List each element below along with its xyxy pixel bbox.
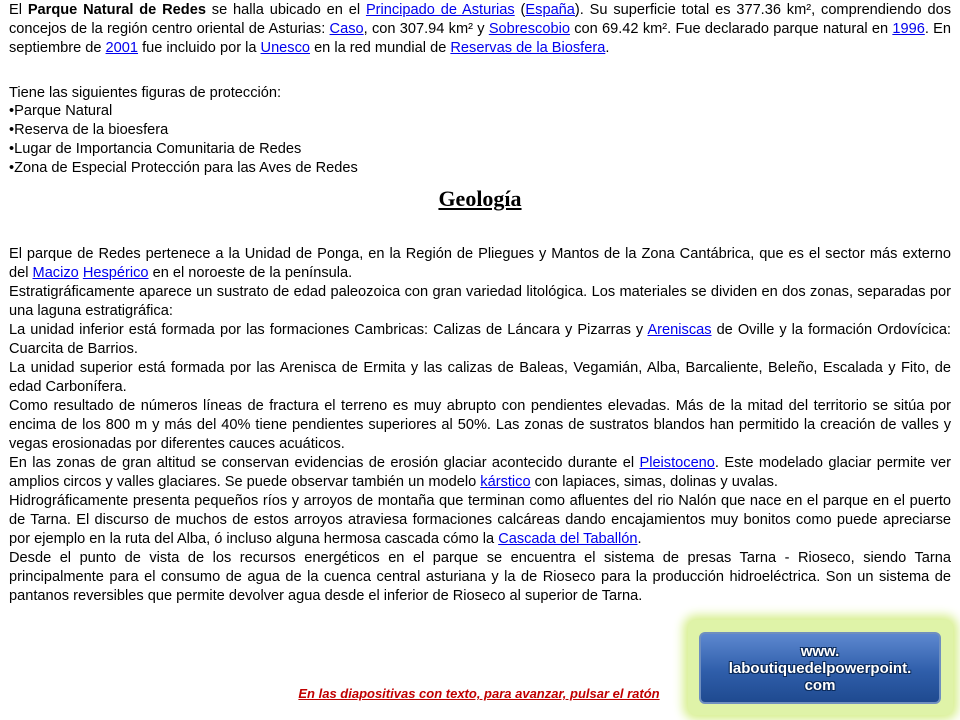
paragraph-text: de Oville y la formación Ordovícica: Cuarcita de Barrios. — [9, 322, 951, 357]
protection-figures-list — [9, 102, 951, 178]
intro-text: El — [9, 2, 28, 18]
website-badge[interactable] — [688, 620, 953, 715]
intro-text: con 69.42 km². Fue declarado parque natural en — [569, 21, 893, 37]
paragraph-text: El parque de Redes pertenece a la Unidad de Ponga, en la Región de Pliegues y Mantos de la Zona Cantábrica, que es el sector más externo del — [9, 246, 951, 281]
intro-text: ). Su superficie total es 377.36 km², comprendiendo dos concejos de la región centro oriental de Asturias: — [9, 2, 951, 37]
list-item: •Parque Natural — [9, 103, 113, 119]
paragraph-text: con lapiaces, simas, dolinas y uvalas. — [530, 474, 778, 490]
intro-text: . — [605, 40, 610, 56]
link-unesco[interactable]: Unesco — [260, 40, 311, 56]
link-areniscas[interactable]: Areniscas — [647, 322, 712, 338]
intro-text: se halla ubicado en el — [205, 2, 366, 18]
intro-text: fue incluido por la — [138, 40, 261, 56]
paragraph-text: en el noroeste de la península. — [148, 265, 353, 281]
paragraph: Desde el punto de vista de los recursos energéticos en el parque se encuentra el sistema de presas Tarna - Rioseco, siendo Tarna principalmente para el consumo de agua de la cuenca central asturiana y la de Rioseco para la producción hidroeléctrica. Son un sistema de pantanos reversibles que permite devolver agua desde el inferior de Rioseco al superior de Tarna. — [9, 550, 951, 604]
link-espana[interactable]: España — [525, 2, 575, 18]
paragraph — [9, 454, 951, 492]
badge-line: com — [804, 676, 836, 694]
badge-line: laboutiquedelpowerpoint. — [728, 659, 912, 677]
link-hesperico[interactable]: Hespérico — [82, 265, 149, 281]
paragraph: La unidad superior está formada por las Arenisca de Ermita y las calizas de Baleas, Vegamián, Alba, Barcaliente, Beleño, Escalada y Fito, de edad Carbonífera. — [9, 360, 951, 395]
link-2001[interactable]: 2001 — [105, 40, 139, 56]
intro-text: en la red mundial de — [310, 40, 451, 56]
intro-text: , con 307.94 km² y — [363, 21, 489, 37]
paragraph-text: En las zonas de gran altitud se conservan evidencias de erosión glaciar acontecido durante el — [9, 455, 640, 471]
website-badge-text — [729, 643, 912, 694]
link-reservas-biosfera[interactable]: Reservas de la Biosfera — [450, 40, 606, 56]
list-item: •Lugar de Importancia Comunitaria de Redes — [9, 141, 302, 157]
link-caso[interactable]: Caso — [329, 21, 364, 37]
protection-figures-title: Tiene las siguientes figuras de protección: — [9, 85, 282, 101]
paragraph-text: . — [637, 531, 642, 547]
park-name: Parque Natural de Redes — [27, 2, 206, 18]
link-1996[interactable]: 1996 — [892, 21, 925, 37]
intro-paragraph — [9, 1, 951, 58]
geologia-body — [9, 245, 951, 606]
link-macizo[interactable]: Macizo — [32, 265, 79, 281]
link-karstico[interactable]: kárstico — [480, 474, 531, 490]
paragraph-text: . Este modelado glaciar permite ver amplios circos y valles glaciares. Se puede observar también un modelo — [9, 455, 951, 490]
paragraph: Estratigráficamente aparece un sustrato de edad paleozoica con gran variedad litológica. Los materiales se dividen en dos zonas, separadas por una laguna estratigráfica: — [9, 284, 951, 319]
website-badge-button[interactable] — [699, 632, 941, 704]
link-principado-asturias[interactable]: Principado de Asturias — [365, 2, 515, 18]
intro-text: . En septiembre de — [9, 21, 951, 56]
paragraph — [9, 321, 951, 359]
link-sobrescobio[interactable]: Sobrescobio — [488, 21, 570, 37]
paragraph — [9, 245, 951, 283]
paragraph-text: La unidad inferior está formada por las formaciones Cambricas: Calizas de Láncara y Pizarras y — [9, 322, 648, 338]
advance-instruction-note: En las diapositivas con texto, para avanzar, pulsar el ratón — [298, 686, 660, 701]
badge-line: www. — [800, 642, 840, 660]
section-heading-geologia: Geología — [438, 186, 522, 211]
link-cascada-taballon[interactable]: Cascada del Taballón — [498, 531, 638, 547]
paragraph — [9, 492, 951, 549]
link-pleistoceno[interactable]: Pleistoceno — [639, 455, 715, 471]
list-item: •Reserva de la bioesfera — [9, 122, 169, 138]
paragraph-text: Hidrográficamente presenta pequeños ríos y arroyos de montaña que terminan como afluentes del rio Nalón que nace en el parque en el puerto de Tarna. El discurso de muchos de estos arroyos atraviesa formaciones calcáreas dando encajamientos muy bonitos como puede apreciarse por ejemplo en la ruta del Alba, ó incluso alguna hermosa cascada cómo la — [9, 493, 951, 547]
list-item: •Zona de Especial Protección para las Aves de Redes — [9, 160, 358, 176]
intro-text: ( — [514, 2, 526, 18]
paragraph: Como resultado de números líneas de fractura el terreno es muy abrupto con pendientes elevadas. Más de la mitad del territorio se sitúa por encima de los 800 m y más del 40% tiene pendientes superiores al 50%. Las zonas de sustratos blandos han permitido la creación de valles y vegas erosionadas por diferentes cauces acuáticos. — [9, 398, 951, 452]
